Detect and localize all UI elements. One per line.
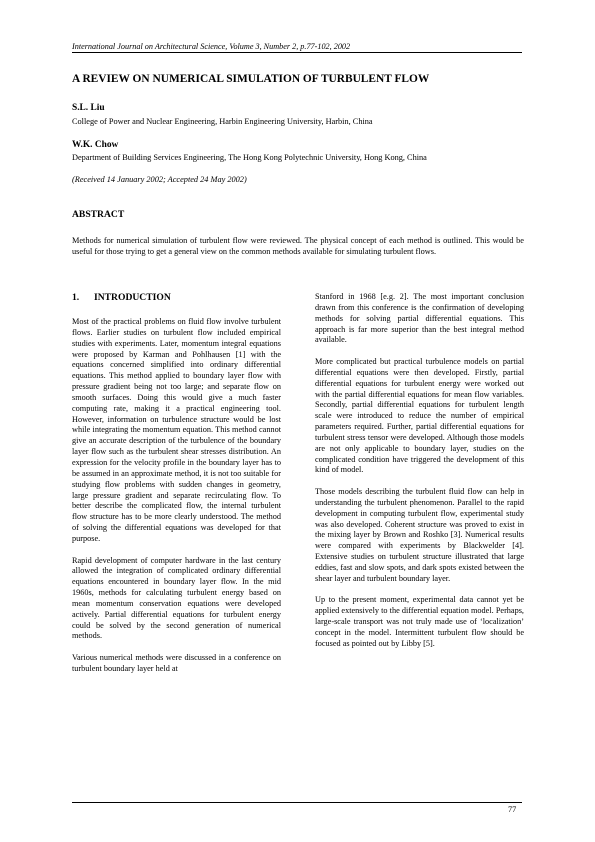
author-affiliation-2: Department of Building Services Engineering, The Hong Kong Polytechnic University, Hong Kong, China [72, 153, 427, 162]
left-column [72, 317, 281, 686]
paragraph: Those models describing the turbulent fluid flow can help in understanding the turbulent phenomenon. Parallel to the rapid development in computing turbulent flow, experimental study was also developed. Coherent structure was proved to exist in the mixing layer by Brown and Roshko [3]. Numerical results were compared with experiments by Blackwelder [4]. Extensive studies on turbulent structure illustrated that large eddies, fast and slow spots, and dark spots existed between the shear layer and turbulent boundary layer. [315, 487, 524, 583]
section-heading [72, 292, 171, 303]
right-column [315, 292, 524, 661]
section-title: INTRODUCTION [94, 292, 171, 303]
running-head: International Journal on Architectural Science, Volume 3, Number 2, p.77-102, 2002 [72, 42, 351, 51]
paragraph: Most of the practical problems on fluid flow involve turbulent flows. Earlier studies on turbulent flow included empirical studies with experiments. Later, momentum integral equations were proposed by Karman and Pohlhausen [1] with the equations concerned simplified into ordinary differential equations. This method applied to boundary layer flow with pressure gradient being not too large; and separate flow on smooth surfaces. Doing this would give a much faster computing rate, making it a practical engineering tool. However, information on turbulence structure would be lost while integrating the momentum equation. This method cannot give an accurate description of the turbulence of the boundary layer flow such as the turbulent shear stresses distribution. An expression for the velocity profile in the boundary layer has to be assumed in an approximate method, it is not too suitable for studying flow problems with sudden changes in geometry, large pressure gradient and separate recirculating flow. To better describe the complicated flow, the internal turbulent flow structure has to be more clearly understood. The method of solving the differential equations was developed for that purpose. [72, 317, 281, 543]
author-name-2: W.K. Chow [72, 140, 119, 150]
received-dates: (Received 14 January 2002; Accepted 24 May 2002) [72, 175, 247, 184]
author-affiliation-1: College of Power and Nuclear Engineering, Harbin Engineering University, Harbin, China [72, 117, 373, 126]
paragraph: Up to the present moment, experimental data cannot yet be applied extensively to the differential equation model. Perhaps, large-scale transport was not truly made use of ‘localization’ concept in the model. Intermittent turbulent flow should be focused as pointed out by Libby [5]. [315, 595, 524, 648]
section-number: 1. [72, 292, 80, 303]
paragraph: Stanford in 1968 [e.g. 2]. The most important conclusion drawn from this conference is the confirmation of developing methods for solving partial differential equations. This approach is far more superior than the best integral method available. [315, 292, 524, 345]
footer-rule [72, 802, 522, 803]
author-name-1: S.L. Liu [72, 103, 105, 113]
paragraph: More complicated but practical turbulence models on partial differential equations were then developed. Firstly, partial differential equations for turbulent energy were worked out with the partial differential equations for mean flow variables. Secondly, partial differential equations for turbulent length scale were introduced to reduce the number of empirical parameters required. Further, partial differential equations for turbulent stress tensor were developed. Although those models are not only applicable to boundary layer, studies on the complicated condition have triggered the development of this kind of model. [315, 357, 524, 475]
paragraph: Various numerical methods were discussed in a conference on turbulent boundary layer held at [72, 653, 281, 673]
page-number: 77 [508, 805, 517, 814]
abstract-text: Methods for numerical simulation of turbulent flow were reviewed. The physical concept of each method is outlined. This would be useful for those trying to get a general view on the common methods available for simulating turbulent flows. [72, 236, 524, 256]
paper-title: A REVIEW ON NUMERICAL SIMULATION OF TURBULENT FLOW [72, 73, 430, 85]
header-rule [72, 52, 522, 53]
abstract-heading: ABSTRACT [72, 209, 125, 220]
paragraph: Rapid development of computer hardware in the last century allowed the integration of complicated ordinary differential equations encountered in boundary layer flow. In the mid 1960s, methods for calculating turbulent energy based on mean momentum conservation equations were developed actively. Partial differential equations for turbulent energy could be solved by the second generation of numerical methods. [72, 555, 281, 641]
